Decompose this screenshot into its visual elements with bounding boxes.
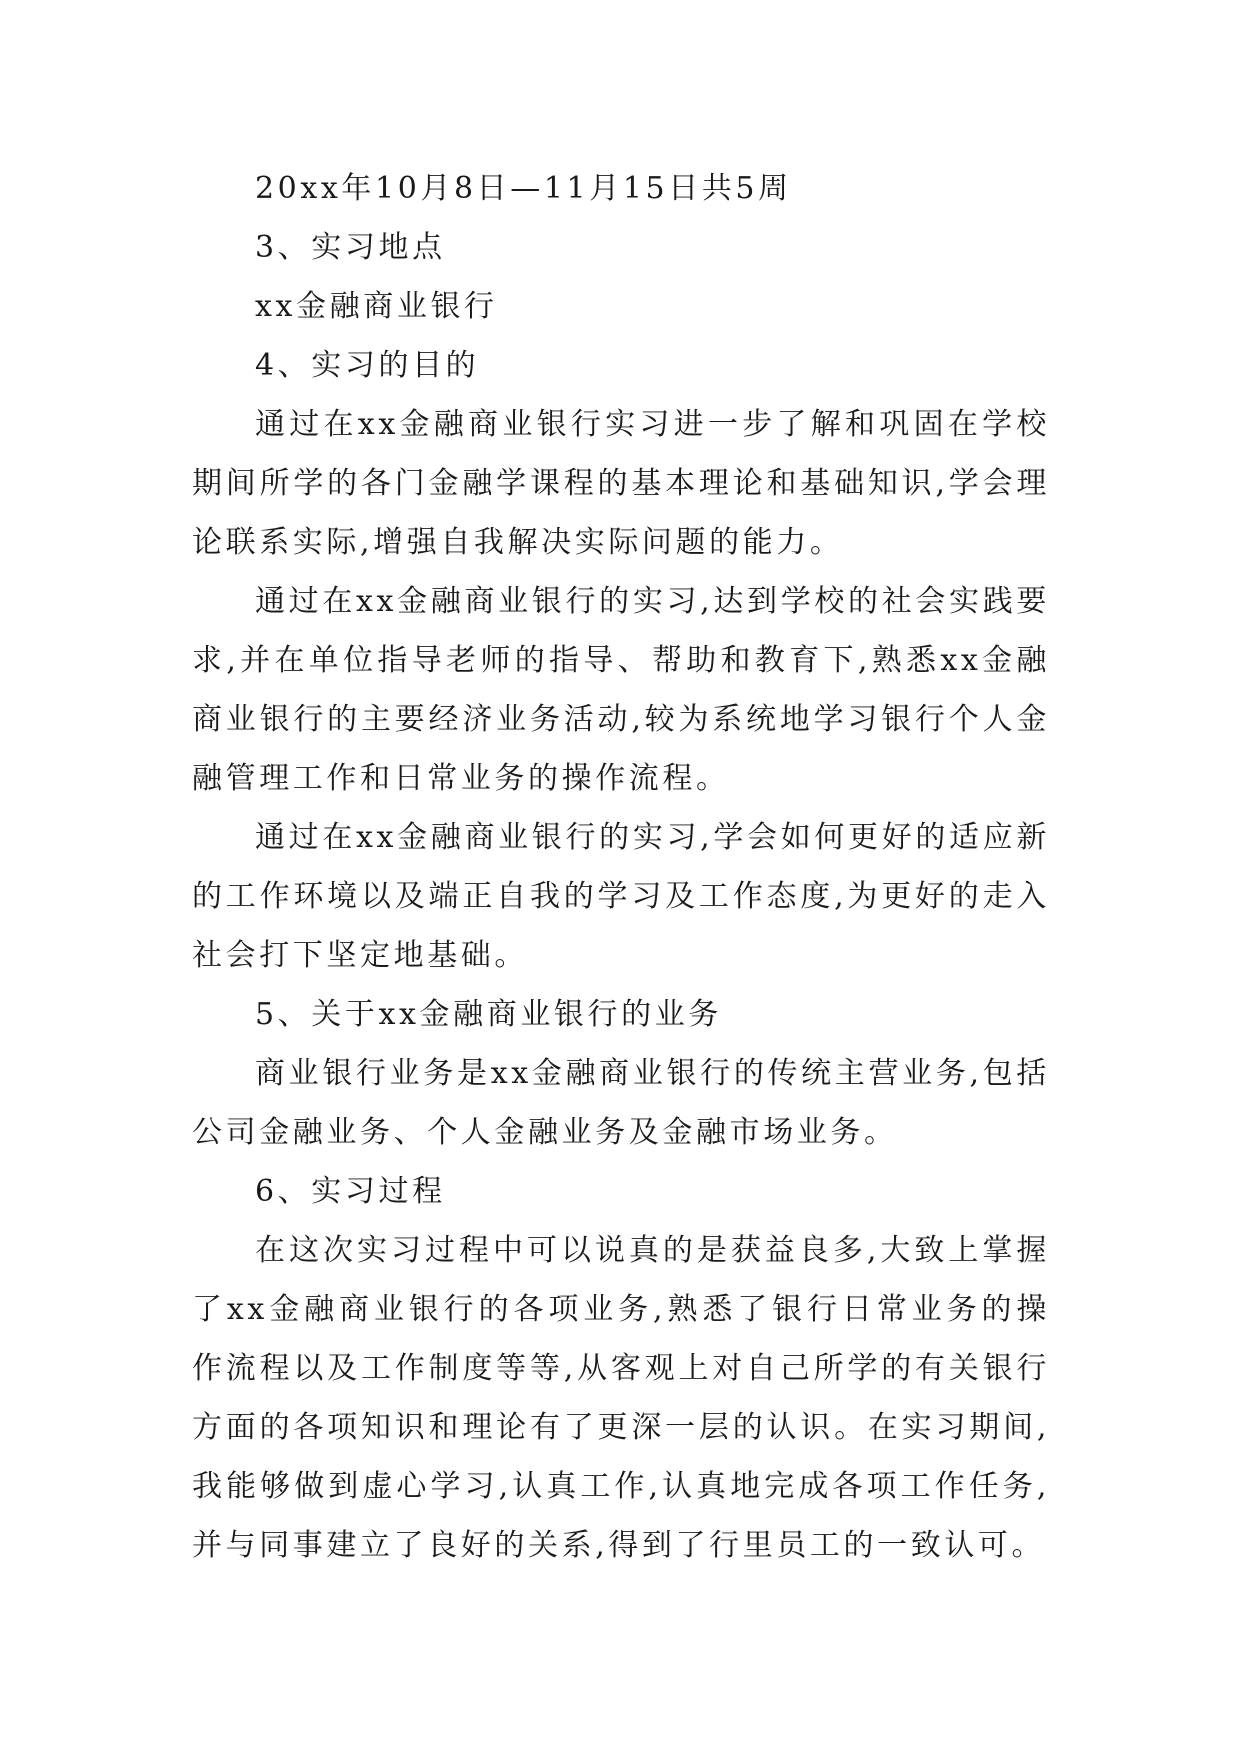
process-paragraph: 在这次实习过程中可以说真的是获益良多,大致上掌握了xx金融商业银行的各项业务,熟悉了银行日常业务的操作流程以及工作制度等等,从客观上对自己所学的有关银行方面的各项知识和理论有了更深一层的认识。在实习期间,我能够做到虚心学习,认真工作,认真地完成各项工作任务,并与同事建立了良好的关系,得到了行里员工的一致认可。 bbox=[192, 1233, 1050, 1563]
heading-internship-process: 6、实习过程 bbox=[255, 1174, 446, 1209]
heading-internship-location: 3、实习地点 bbox=[255, 230, 446, 265]
heading-internship-purpose: 4、实习的目的 bbox=[255, 348, 480, 383]
document-body bbox=[192, 159, 1050, 1575]
purpose-paragraph-3: 通过在xx金融商业银行的实习,学会如何更好的适应新的工作环境以及端正自我的学习及工作态度,为更好的走入社会打下坚定地基础。 bbox=[192, 820, 1050, 973]
heading-bank-business: 5、关于xx金融商业银行的业务 bbox=[255, 997, 722, 1032]
internship-location: xx金融商业银行 bbox=[255, 289, 498, 324]
purpose-paragraph-1: 通过在xx金融商业银行实习进一步了解和巩固在学校期间所学的各门金融学课程的基本理论和基础知识,学会理论联系实际,增强自我解决实际问题的能力。 bbox=[192, 407, 1050, 560]
bank-business-paragraph: 商业银行业务是xx金融商业银行的传统主营业务,包括公司金融业务、个人金融业务及金融市场业务。 bbox=[192, 1056, 1050, 1150]
internship-period: 20xx年10月8日—11月15日共5周 bbox=[255, 171, 792, 206]
purpose-paragraph-2: 通过在xx金融商业银行的实习,达到学校的社会实践要求,并在单位指导老师的指导、帮助和教育下,熟悉xx金融商业银行的主要经济业务活动,较为系统地学习银行个人金融管理工作和日常业务的操作流程。 bbox=[192, 584, 1050, 796]
